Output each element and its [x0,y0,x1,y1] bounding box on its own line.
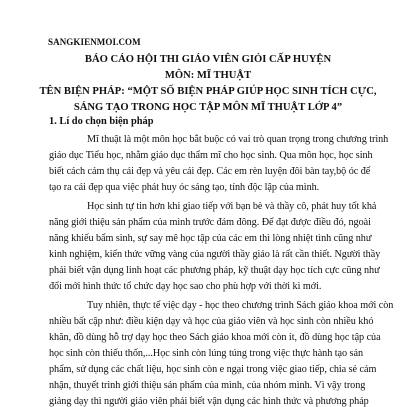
report-title: BÁO CÁO HỘI THI GIÁO VIÊN GIỎI CẤP HUYỆN [84,54,332,65]
paragraph-line: giảng dạy thì người giáo viên phải biết vận dụng các hình thức và phương pháp [49,396,369,407]
paragraph-line: phải biết vận dụng linh hoạt các phương pháp, kỹ thuật dạy học tích cực cũng như [49,265,380,276]
paragraph-line: kinh nghiệm, kiến thức vững vàng của người thầy giáo là rất cần thiết. Người thầy [49,249,381,260]
paragraph-line: năng khiếu bẩm sinh, sự say mê học tập của các em thì lòng nhiệt tình cũng như [49,233,372,244]
paragraph-line: nhiều bất cập như: điều kiện dạy và học của giáo viên và học sinh còn nhiều khó [49,316,374,327]
site-watermark: SANGKIENMOI.COM [48,37,141,47]
measure-title-line-2: SÁNG TẠO TRONG HỌC TẬP MÔN MĨ THUẬT LỚP 4” [73,102,343,113]
paragraph-line: tạo ra cái đẹp qua việc phát huy óc sáng tạo, tính độc lập của mình. [49,182,320,193]
paragraph-line: nhận, thuyết trình giới thiệu sản phẩm của mình, của nhóm mình. Vì vậy trong [49,380,366,391]
paragraph-line: Tuy nhiên, thực tế việc dạy - học theo chương trình Sách giáo khoa mới còn [87,300,394,311]
paragraph-line: năng giới thiệu sản phẩm của mình trước đám đông. Để đạt được điều đó, ngoài [49,217,371,228]
paragraph-line: giáo dục Tiểu học, nhằm giáo dục thẩm mĩ cho học sinh. Qua môn học, học sinh [49,150,373,161]
paragraph-line: Học sinh tự tin hơn khi giao tiếp với bạn bè và thầy cô, phát huy tốt khả [87,201,377,212]
paragraph-line: Mĩ thuật là một môn học bắt buộc có vai trò quan trọng trong chương trình [87,134,389,145]
paragraph-line: phẩm, sử dụng các chất liệu, học sinh còn e ngại trong việc giao tiếp, chia sẻ cảm [49,364,377,375]
paragraph-line: khăn, đồ dùng hỗ trợ dạy học theo Sách giáo khoa mới còn ít, đồ dùng học tập của [49,332,381,343]
measure-title-line-1: TÊN BIỆN PHÁP: “MỘT SỐ BIỆN PHÁP GIÚP HỌC SINH TÍCH CỰC, [39,86,377,97]
paragraph-line: biết cách cảm thụ cái đẹp và yêu cái đẹp. Các em rèn luyện đôi bàn tay,bộ óc để [49,166,371,177]
paragraph-line: học sinh còn thiếu thốn,...Học sinh còn lúng túng trong việc thực hành tạo sản [49,348,363,359]
section-heading: 1. Lí do chọn biện pháp [49,116,154,127]
subject-title: MÔN: MĨ THUẬT [164,70,252,81]
paragraph-line: đổi mới hình thức tổ chức dạy học sao cho phù hợp với thời kì mới. [49,281,322,292]
